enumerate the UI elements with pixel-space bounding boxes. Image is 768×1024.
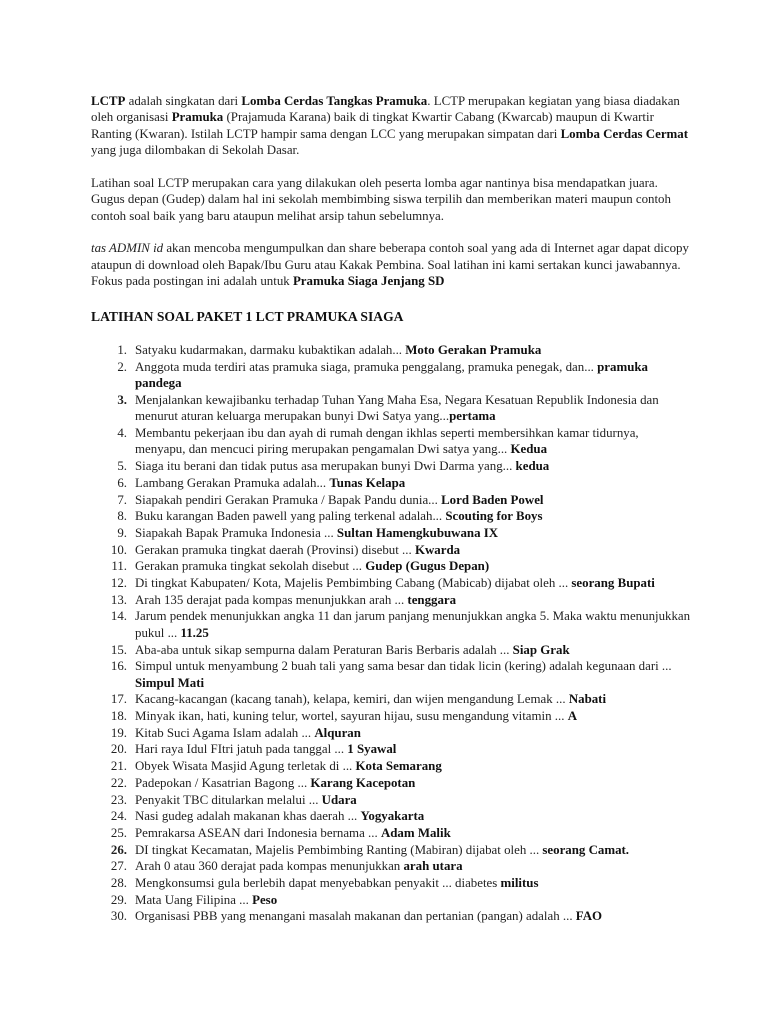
question-number: 22. — [110, 775, 127, 790]
question-item — [91, 908, 691, 924]
question-number: 12. — [110, 576, 127, 591]
question-text: Siapakah pendiri Gerakan Pramuka / Bapak Pandu dunia... — [135, 492, 442, 507]
question-item — [91, 758, 691, 774]
question-number: 23. — [110, 792, 127, 807]
question-text: Arah 135 derajat pada kompas menunjukkan arah ... — [135, 592, 408, 607]
question-text: Arah 0 atau 360 derajat pada kompas menunjukkan — [135, 859, 404, 874]
answer-key: Adam Malik — [380, 825, 451, 840]
question-item — [91, 691, 691, 707]
question-item — [91, 708, 691, 724]
question-item — [91, 492, 691, 508]
question-item — [91, 741, 691, 757]
intro-paragraph-1 — [91, 93, 691, 159]
answer-key: Udara — [321, 792, 357, 807]
question-text: Kacang-kacangan (kacang tanah), kelapa, kemiri, dan wijen mengandung Lemak ... — [135, 692, 569, 707]
section-heading: LATIHAN SOAL PAKET 1 LCT PRAMUKA SIAGA — [91, 308, 404, 324]
text-run: akan mencoba mengumpulkan dan share beberapa contoh soal yang ada di Internet agar dapat dicopy ataupun di download oleh Bapak/Ibu Guru atau Kakak Pembina. Soal latihan ini kami sertakan kunci jawabannya. Fokus pada postingan ini adalah untuk — [91, 241, 689, 289]
question-item — [91, 342, 691, 358]
question-text: Siaga itu berani dan tidak putus asa merupakan bunyi Dwi Darma yang... — [135, 459, 516, 474]
answer-key: seorang Bupati — [571, 576, 655, 591]
question-number: 4. — [117, 425, 127, 440]
answer-key: FAO — [575, 909, 603, 924]
question-item — [91, 658, 691, 691]
intro-paragraph-3 — [91, 240, 691, 289]
question-text: Siapakah Bapak Pramuka Indonesia ... — [135, 525, 337, 540]
question-item — [91, 808, 691, 824]
question-text: Penyakit TBC ditularkan melalui ... — [135, 792, 322, 807]
question-text: Simpul untuk menyambung 2 buah tali yang sama besar dan tidak licin (kering) adalah kegunaan dari ... — [135, 659, 672, 674]
question-number: 27. — [110, 859, 127, 874]
question-text: Padepokan / Kasatrian Bagong ... — [135, 775, 311, 790]
answer-key: Nabati — [568, 692, 607, 707]
text-run: . LCTP merupakan kegiatan yang biasa diadakan oleh organisasi — [91, 94, 680, 125]
question-number: 30. — [110, 909, 127, 924]
question-text: Menjalankan kewajibanku terhadap Tuhan Yang Maha Esa, Negara Kesatuan Republik Indonesia dan menurut aturan keluarga merupakan bunyi Dwi Satya yang... — [135, 392, 659, 424]
question-number: 14. — [110, 609, 127, 624]
question-text: Membantu pekerjaan ibu dan ayah di rumah dengan ikhlas seperti membersihkan kamar tidurnya, menyapu, dan mencuci piring merupakan pengamalan Dwi satya yang... — [135, 425, 639, 457]
question-item — [91, 542, 691, 558]
question-number: 10. — [110, 542, 127, 557]
answer-key: Kedua — [510, 442, 548, 457]
question-item — [91, 892, 691, 908]
question-item — [91, 842, 691, 858]
question-number: 13. — [110, 592, 127, 607]
answer-key: militus — [500, 876, 539, 891]
document-page — [91, 93, 691, 925]
question-number: 11. — [111, 559, 127, 574]
text-run: Pramuka Siaga Jenjang SD — [292, 274, 445, 289]
question-number: 5. — [117, 459, 127, 474]
text-run: Pramuka — [171, 110, 224, 125]
question-number: 3. — [117, 392, 127, 407]
question-item — [91, 392, 691, 425]
answer-key: Yogyakarta — [360, 809, 425, 824]
question-item — [91, 875, 691, 891]
answer-key: kedua — [515, 459, 550, 474]
answer-key: Tunas Kelapa — [329, 475, 406, 490]
question-number: 8. — [117, 509, 127, 524]
question-item — [91, 592, 691, 608]
question-item — [91, 475, 691, 491]
question-number: 1. — [117, 343, 127, 358]
question-number: 15. — [110, 642, 127, 657]
text-run: tas ADMIN id — [91, 241, 164, 256]
question-text: Gerakan pramuka tingkat sekolah disebut ... — [135, 559, 366, 574]
question-text: Mata Uang Filipina ... — [135, 892, 253, 907]
question-item — [91, 508, 691, 524]
question-text: Kitab Suci Agama Islam adalah ... — [135, 725, 315, 740]
answer-key: seorang Camat. — [542, 842, 630, 857]
answer-key: Scouting for Boys — [445, 509, 543, 524]
question-text: Pemrakarsa ASEAN dari Indonesia bernama ... — [135, 825, 381, 840]
answer-key: Sultan Hamengkubuwana IX — [336, 525, 499, 540]
question-number: 19. — [110, 725, 127, 740]
question-number: 17. — [110, 692, 127, 707]
question-number: 9. — [117, 525, 127, 540]
question-item — [91, 792, 691, 808]
question-text: Gerakan pramuka tingkat daerah (Provinsi) disebut ... — [135, 542, 415, 557]
text-run: yang juga dilombakan di Sekolah Dasar. — [91, 143, 300, 158]
answer-key: Simpul Mati — [135, 675, 205, 690]
question-text: Hari raya Idul FItri jatuh pada tanggal ... — [135, 742, 348, 757]
question-number: 18. — [110, 709, 127, 724]
question-text: Obyek Wisata Masjid Agung terletak di ... — [135, 759, 356, 774]
answer-key: Alquran — [314, 725, 361, 740]
question-item — [91, 775, 691, 791]
question-text: Organisasi PBB yang menangani masalah makanan dan pertanian (pangan) adalah ... — [135, 909, 576, 924]
answer-key: Kota Semarang — [355, 759, 442, 774]
answer-key: tenggara — [407, 592, 457, 607]
text-run: (Prajamuda Karana) baik di tingkat Kwartir Cabang (Kwarcab) maupun di Kwartir Ranting (Kwaran). Istilah LCTP hampir sama dengan LCC yang merupakan simpatan dari — [91, 110, 654, 141]
question-item — [91, 825, 691, 841]
question-text: Mengkonsumsi gula berlebih dapat menyebabkan penyakit ... diabetes — [135, 876, 501, 891]
answer-key: Peso — [252, 892, 278, 907]
answer-key: Siap Grak — [512, 642, 570, 657]
question-number: 24. — [110, 809, 127, 824]
question-text: Nasi gudeg adalah makanan khas daerah ... — [135, 809, 361, 824]
question-text: Buku karangan Baden pawell yang paling terkenal adalah... — [135, 509, 446, 524]
question-number: 20. — [110, 742, 127, 757]
question-item — [91, 359, 691, 392]
question-item — [91, 458, 691, 474]
answer-key: pertama — [449, 409, 496, 424]
answer-key: 11.25 — [180, 625, 209, 640]
question-item — [91, 575, 691, 591]
question-number: 6. — [117, 475, 127, 490]
question-item — [91, 642, 691, 658]
question-number: 25. — [110, 825, 127, 840]
question-text: Lambang Gerakan Pramuka adalah... — [135, 475, 330, 490]
question-item — [91, 525, 691, 541]
question-text: Satyaku kudarmakan, darmaku kubaktikan adalah... — [135, 343, 406, 358]
question-number: 2. — [117, 359, 127, 374]
question-number: 26. — [110, 842, 127, 857]
answer-key: Moto Gerakan Pramuka — [405, 343, 542, 358]
answer-key: 1 Syawal — [347, 742, 397, 757]
intro-paragraph-2 — [91, 175, 691, 224]
question-text: Di tingkat Kabupaten/ Kota, Majelis Pembimbing Cabang (Mabicab) dijabat oleh ... — [135, 576, 572, 591]
text-run: LCTP — [91, 94, 126, 108]
question-item — [91, 608, 691, 641]
question-list — [91, 342, 691, 925]
question-item — [91, 425, 691, 458]
text-run: Latihan soal LCTP merupakan cara yang dilakukan oleh peserta lomba agar nantinya bisa mendapatkan juara. Gugus depan (Gudep) dalam hal ini sekolah membimbing siswa terpilih dan memberikan materi maupun contoh contoh soal baik yang baru ataupun melihat arsip tahun sebelumnya. — [91, 175, 671, 223]
question-text: Jarum pendek menunjukkan angka 11 dan jarum panjang menunjukkan angka 5. Maka waktu menunjukkan pukul ... — [135, 609, 691, 640]
answer-key: A — [567, 709, 577, 724]
answer-key: Lord Baden Powel — [441, 492, 544, 507]
text-run: adalah singkatan dari — [125, 94, 242, 108]
question-text: Aba-aba untuk sikap sempurna dalam Peraturan Baris Berbaris adalah ... — [135, 642, 513, 657]
question-text: DI tingkat Kecamatan, Majelis Pembimbing Ranting (Mabiran) dijabat oleh ... — [135, 842, 543, 857]
question-text: Anggota muda terdiri atas pramuka siaga, pramuka penggalang, pramuka penegak, dan... — [135, 359, 598, 374]
question-item — [91, 558, 691, 574]
answer-key: Karang Kacepotan — [310, 775, 416, 790]
question-number: 7. — [117, 492, 127, 507]
question-item — [91, 725, 691, 741]
answer-key: pramuka pandega — [135, 359, 648, 391]
answer-key: Gudep (Gugus Depan) — [365, 559, 490, 574]
question-number: 21. — [110, 759, 127, 774]
question-number: 28. — [110, 876, 127, 891]
question-text: Minyak ikan, hati, kuning telur, wortel, sayuran hijau, susu mengandung vitamin ... — [135, 709, 568, 724]
question-item — [91, 858, 691, 874]
answer-key: Kwarda — [414, 542, 461, 557]
text-run: Lomba Cerdas Cermat — [560, 126, 689, 141]
question-number: 16. — [110, 659, 127, 674]
text-run: Lomba Cerdas Tangkas Pramuka — [241, 94, 428, 108]
answer-key: arah utara — [403, 859, 463, 874]
question-number: 29. — [110, 892, 127, 907]
